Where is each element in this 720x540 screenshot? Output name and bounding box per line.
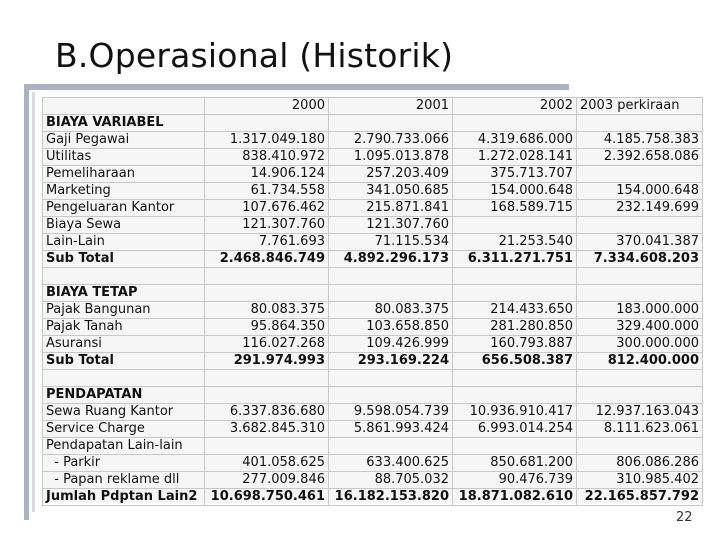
header-cell-2002: 2002 <box>453 98 577 115</box>
value-cell: 61.734.558 <box>205 183 329 200</box>
value-cell: 7.334.608.203 <box>577 251 703 268</box>
value-cell: 656.508.387 <box>453 353 577 370</box>
value-cell <box>577 268 703 285</box>
header-cell <box>43 98 205 115</box>
value-cell: 121.307.760 <box>205 217 329 234</box>
value-cell: 3.682.845.310 <box>205 421 329 438</box>
value-cell <box>577 370 703 387</box>
value-cell <box>453 438 577 455</box>
value-cell: 281.280.850 <box>453 319 577 336</box>
value-cell <box>577 217 703 234</box>
value-cell <box>329 438 453 455</box>
value-cell: 121.307.760 <box>329 217 453 234</box>
value-cell: 71.115.534 <box>329 234 453 251</box>
value-cell: 1.317.049.180 <box>205 132 329 149</box>
left-accent-inner-bar <box>32 92 35 512</box>
value-cell <box>453 268 577 285</box>
row-label: BIAYA TETAP <box>43 285 205 302</box>
value-cell <box>453 370 577 387</box>
table-row <box>43 302 703 319</box>
value-cell: 812.400.000 <box>577 353 703 370</box>
table-row <box>43 438 703 455</box>
table-row <box>43 404 703 421</box>
table-row <box>43 268 703 285</box>
value-cell <box>577 387 703 404</box>
value-cell: 277.009.846 <box>205 472 329 489</box>
value-cell: 80.083.375 <box>329 302 453 319</box>
value-cell <box>205 115 329 132</box>
row-label: Pemeliharaan <box>43 166 205 183</box>
value-cell: 154.000.648 <box>577 183 703 200</box>
value-cell: 310.985.402 <box>577 472 703 489</box>
value-cell: 95.864.350 <box>205 319 329 336</box>
value-cell <box>577 285 703 302</box>
value-cell: 6.337.836.680 <box>205 404 329 421</box>
value-cell <box>329 115 453 132</box>
value-cell: 214.433.650 <box>453 302 577 319</box>
row-label: Pajak Bangunan <box>43 302 205 319</box>
value-cell: 300.000.000 <box>577 336 703 353</box>
value-cell: 2.790.733.066 <box>329 132 453 149</box>
value-cell: 16.182.153.820 <box>329 489 453 506</box>
table-row <box>43 336 703 353</box>
value-cell: 168.589.715 <box>453 200 577 217</box>
value-cell: 257.203.409 <box>329 166 453 183</box>
value-cell <box>329 370 453 387</box>
table-row <box>43 251 703 268</box>
value-cell: 4.185.758.383 <box>577 132 703 149</box>
value-cell: 2.392.658.086 <box>577 149 703 166</box>
value-cell <box>205 370 329 387</box>
value-cell: 1.272.028.141 <box>453 149 577 166</box>
value-cell: 6.311.271.751 <box>453 251 577 268</box>
table-row <box>43 200 703 217</box>
value-cell <box>577 438 703 455</box>
value-cell: 22.165.857.792 <box>577 489 703 506</box>
value-cell: 154.000.648 <box>453 183 577 200</box>
title-underline-bar <box>24 84 569 90</box>
table-row <box>43 115 703 132</box>
value-cell: 160.793.887 <box>453 336 577 353</box>
value-cell: 4.892.296.173 <box>329 251 453 268</box>
value-cell: 12.937.163.043 <box>577 404 703 421</box>
value-cell: 4.319.686.000 <box>453 132 577 149</box>
table-row <box>43 353 703 370</box>
value-cell <box>205 438 329 455</box>
value-cell: 10.936.910.417 <box>453 404 577 421</box>
value-cell: 116.027.268 <box>205 336 329 353</box>
table-row <box>43 132 703 149</box>
value-cell <box>205 285 329 302</box>
header-cell-2003: 2003 perkiraan <box>577 98 703 115</box>
table-row <box>43 421 703 438</box>
value-cell: 18.871.082.610 <box>453 489 577 506</box>
table-row <box>43 387 703 404</box>
value-cell: 329.400.000 <box>577 319 703 336</box>
value-cell: 375.713.707 <box>453 166 577 183</box>
value-cell <box>205 387 329 404</box>
value-cell: 1.095.013.878 <box>329 149 453 166</box>
row-label: Lain-Lain <box>43 234 205 251</box>
value-cell: 215.871.841 <box>329 200 453 217</box>
value-cell <box>329 387 453 404</box>
row-label: Jumlah Pdptan Lain2 <box>43 489 205 506</box>
value-cell: 5.861.993.424 <box>329 421 453 438</box>
value-cell <box>329 285 453 302</box>
row-label: - Parkir <box>43 455 205 472</box>
row-label: BIAYA VARIABEL <box>43 115 205 132</box>
table-row <box>43 183 703 200</box>
page-number: 22 <box>676 510 693 525</box>
row-label: - Papan reklame dll <box>43 472 205 489</box>
row-label: Sewa Ruang Kantor <box>43 404 205 421</box>
value-cell: 293.169.224 <box>329 353 453 370</box>
table-row <box>43 319 703 336</box>
table-row <box>43 234 703 251</box>
value-cell <box>453 387 577 404</box>
value-cell: 806.086.286 <box>577 455 703 472</box>
table-row <box>43 370 703 387</box>
value-cell: 7.761.693 <box>205 234 329 251</box>
row-label: Asuransi <box>43 336 205 353</box>
value-cell: 6.993.014.254 <box>453 421 577 438</box>
table-header-row <box>43 98 703 115</box>
row-label: Utilitas <box>43 149 205 166</box>
row-label: Pendapatan Lain-lain <box>43 438 205 455</box>
header-cell-2001: 2001 <box>329 98 453 115</box>
table-row <box>43 217 703 234</box>
value-cell: 9.598.054.739 <box>329 404 453 421</box>
table-row <box>43 285 703 302</box>
value-cell: 370.041.387 <box>577 234 703 251</box>
table-row <box>43 166 703 183</box>
table-row <box>43 149 703 166</box>
value-cell: 633.400.625 <box>329 455 453 472</box>
value-cell <box>205 268 329 285</box>
header-cell-2000: 2000 <box>205 98 329 115</box>
value-cell: 341.050.685 <box>329 183 453 200</box>
value-cell: 90.476.739 <box>453 472 577 489</box>
value-cell <box>453 285 577 302</box>
row-label: Marketing <box>43 183 205 200</box>
value-cell <box>577 115 703 132</box>
row-label <box>43 370 205 387</box>
value-cell: 107.676.462 <box>205 200 329 217</box>
value-cell: 850.681.200 <box>453 455 577 472</box>
value-cell: 80.083.375 <box>205 302 329 319</box>
value-cell <box>453 217 577 234</box>
row-label: Pajak Tanah <box>43 319 205 336</box>
table-row <box>43 489 703 506</box>
financial-table-container <box>42 97 702 503</box>
table-row <box>43 472 703 489</box>
value-cell: 109.426.999 <box>329 336 453 353</box>
table-row <box>43 455 703 472</box>
value-cell <box>453 115 577 132</box>
value-cell <box>577 166 703 183</box>
row-label: PENDAPATAN <box>43 387 205 404</box>
row-label: Pengeluaran Kantor <box>43 200 205 217</box>
value-cell: 103.658.850 <box>329 319 453 336</box>
row-label: Service Charge <box>43 421 205 438</box>
value-cell: 232.149.699 <box>577 200 703 217</box>
value-cell: 401.058.625 <box>205 455 329 472</box>
slide-title: B.Operasional (Historik) <box>55 36 454 75</box>
value-cell: 14.906.124 <box>205 166 329 183</box>
row-label <box>43 268 205 285</box>
value-cell: 291.974.993 <box>205 353 329 370</box>
value-cell: 21.253.540 <box>453 234 577 251</box>
value-cell: 10.698.750.461 <box>205 489 329 506</box>
row-label: Biaya Sewa <box>43 217 205 234</box>
value-cell: 2.468.846.749 <box>205 251 329 268</box>
left-accent-bar <box>24 84 29 520</box>
row-label: Sub Total <box>43 353 205 370</box>
financial-table <box>42 97 703 506</box>
value-cell: 838.410.972 <box>205 149 329 166</box>
row-label: Gaji Pegawai <box>43 132 205 149</box>
value-cell: 8.111.623.061 <box>577 421 703 438</box>
row-label: Sub Total <box>43 251 205 268</box>
value-cell <box>329 268 453 285</box>
value-cell: 88.705.032 <box>329 472 453 489</box>
value-cell: 183.000.000 <box>577 302 703 319</box>
